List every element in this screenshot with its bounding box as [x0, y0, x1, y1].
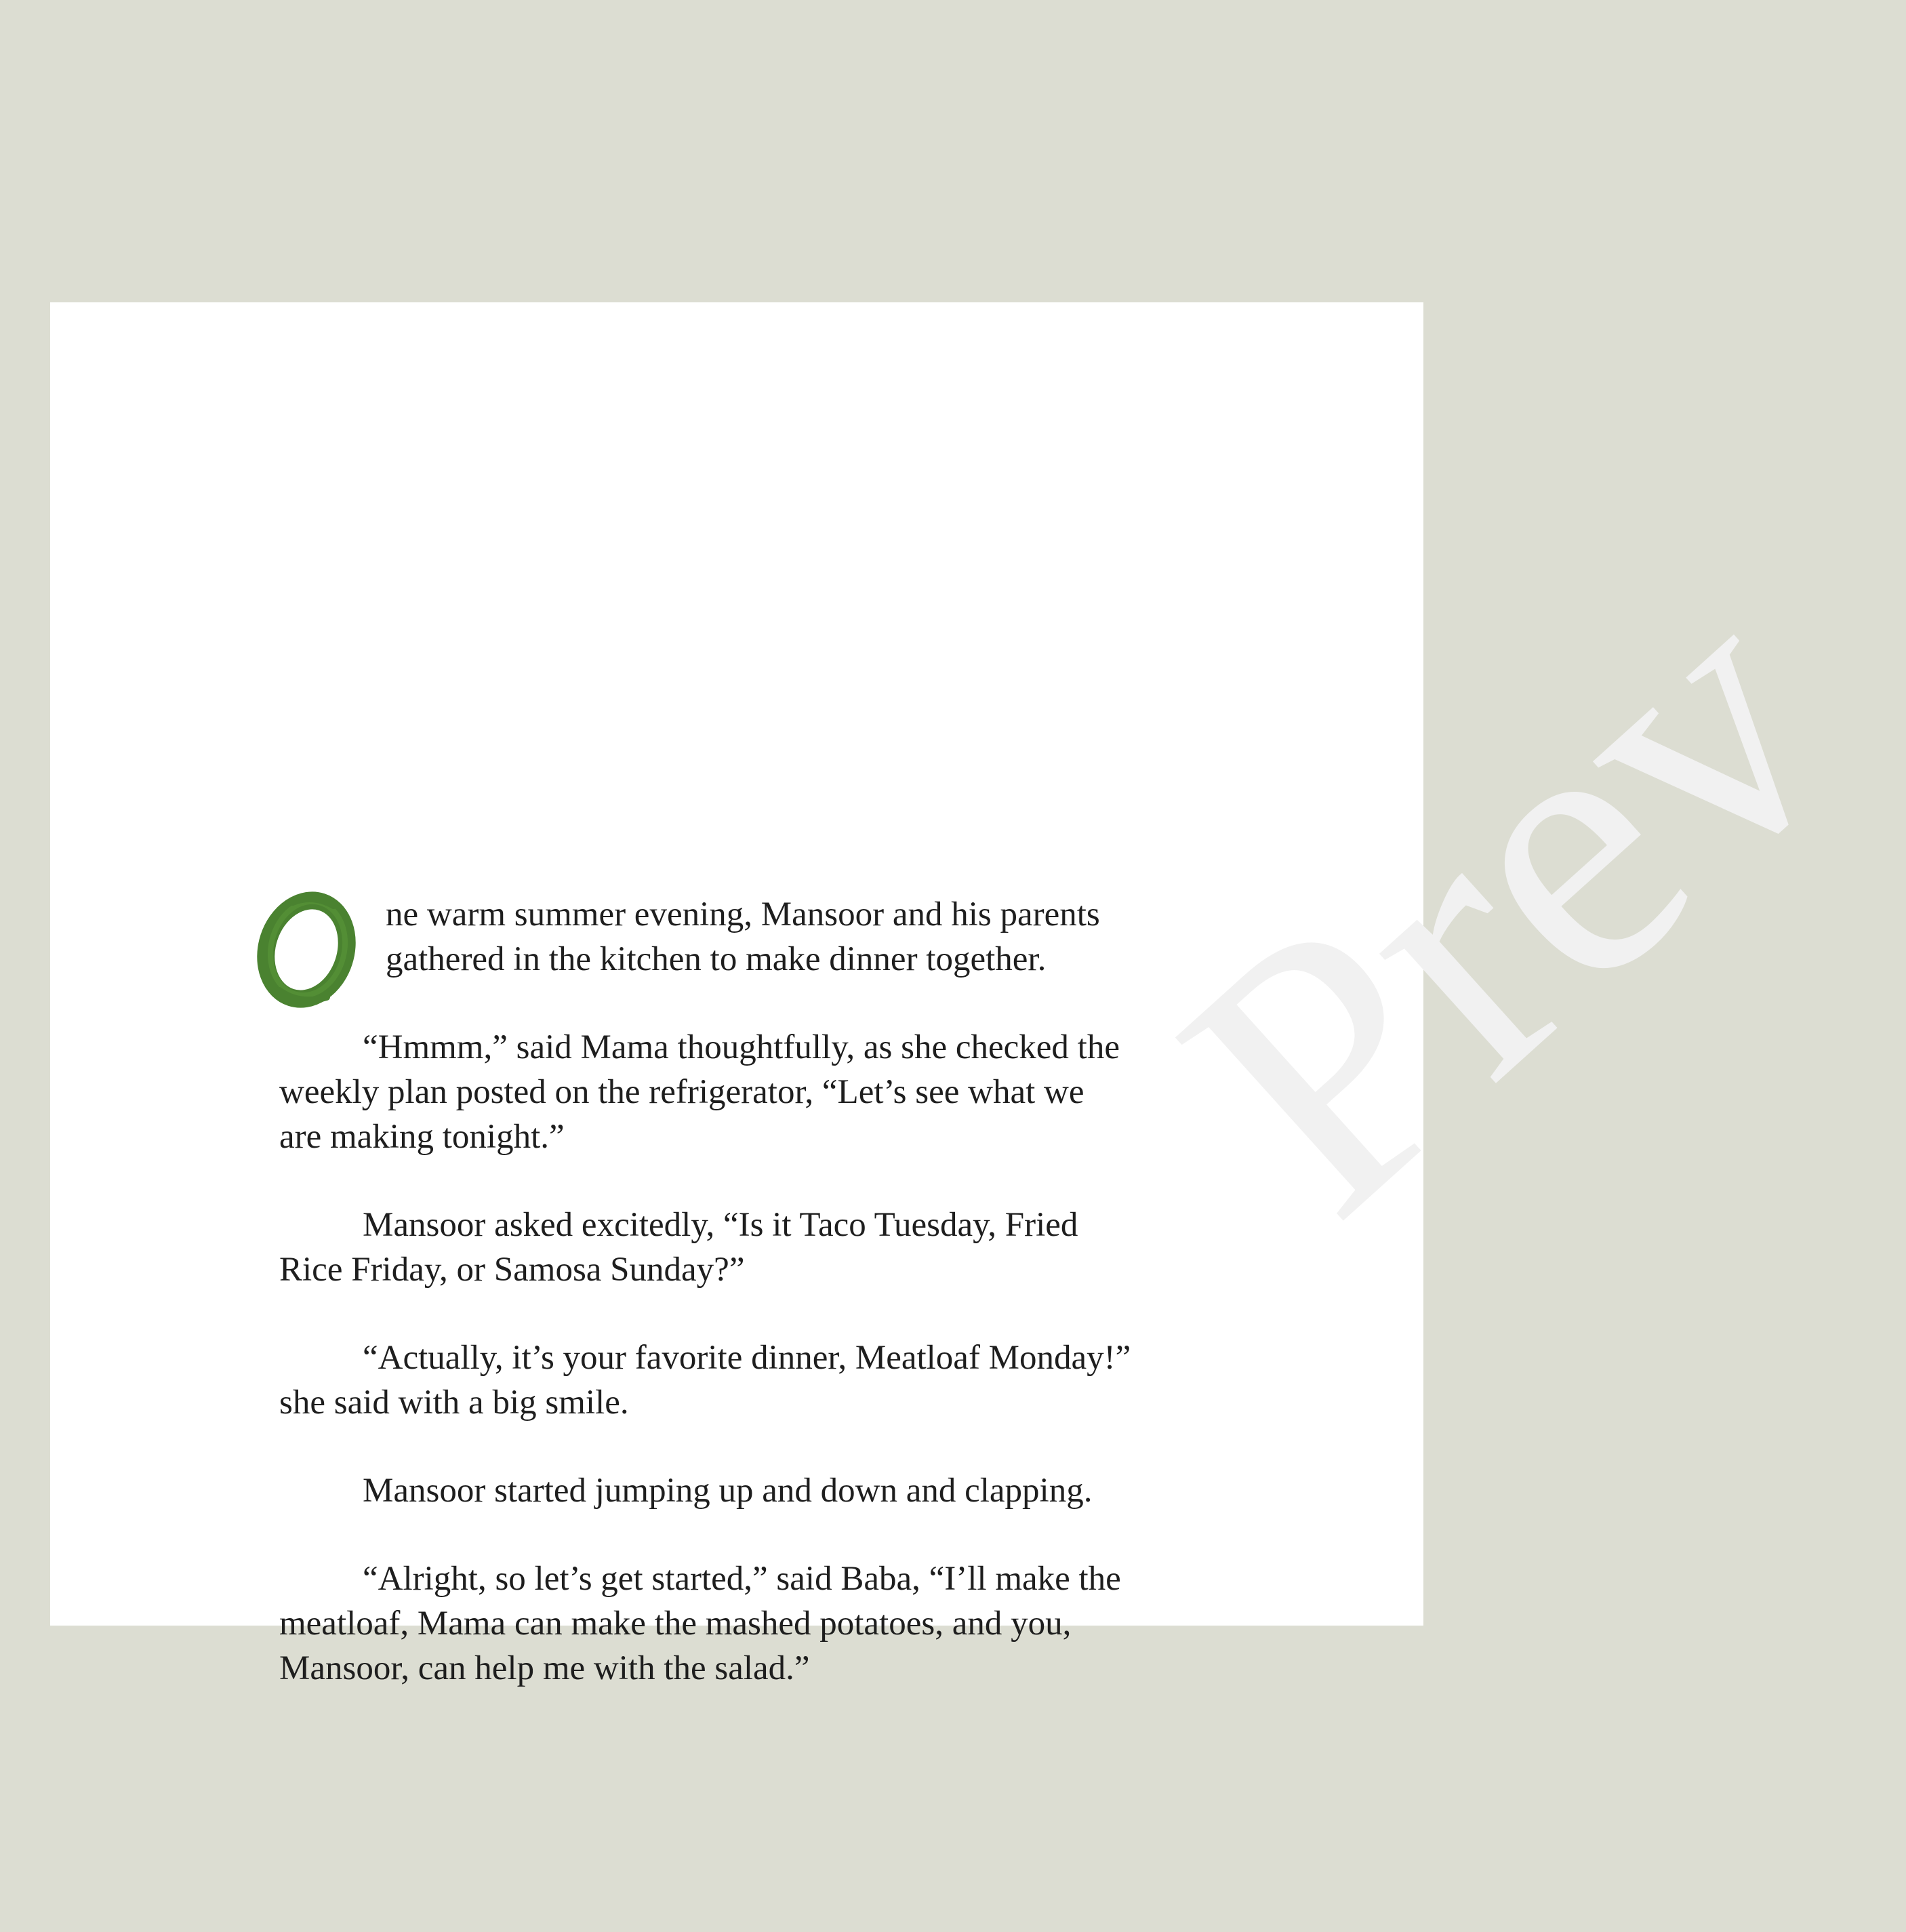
story-line: Rice Friday, or Samosa Sunday?” — [279, 1251, 745, 1289]
story-line: are making tonight.” — [279, 1118, 565, 1156]
story-line: meatloaf, Mama can make the mashed potatoes, and you, — [279, 1605, 1072, 1643]
book-page — [50, 302, 1906, 1687]
story-line: she said with a big smile. — [279, 1384, 629, 1422]
story-paragraph — [279, 1203, 1228, 1292]
story-line: Mansoor asked excitedly, “Is it Taco Tuesday, Fried — [363, 1206, 1078, 1244]
preview-watermark: Prev — [1107, 512, 1906, 1291]
first-paragraph — [279, 892, 1228, 982]
story-paragraph — [279, 1556, 1228, 1691]
drop-cap-o-icon — [252, 889, 367, 1011]
story-paragraph — [279, 1468, 1228, 1513]
story-line: “Actually, it’s your favorite dinner, Meatloaf Monday!” — [363, 1339, 1131, 1377]
story-line: ne warm summer evening, Mansoor and his parents — [386, 895, 1100, 933]
story-line: Mansoor, can help me with the salad.” — [279, 1649, 810, 1687]
story-line: Mansoor started jumping up and down and clapping. — [363, 1472, 1093, 1510]
story-line: gathered in the kitchen to make dinner together. — [386, 940, 1047, 978]
story-paragraph — [279, 1335, 1228, 1425]
story-paragraph — [279, 1025, 1228, 1159]
story-line: weekly plan posted on the refrigerator, “Let’s see what we — [279, 1073, 1084, 1111]
story-text — [279, 892, 1228, 1691]
story-line: “Alright, so let’s get started,” said Baba, “I’ll make the — [363, 1560, 1121, 1598]
story-line: “Hmmm,” said Mama thoughtfully, as she checked the — [363, 1028, 1120, 1066]
